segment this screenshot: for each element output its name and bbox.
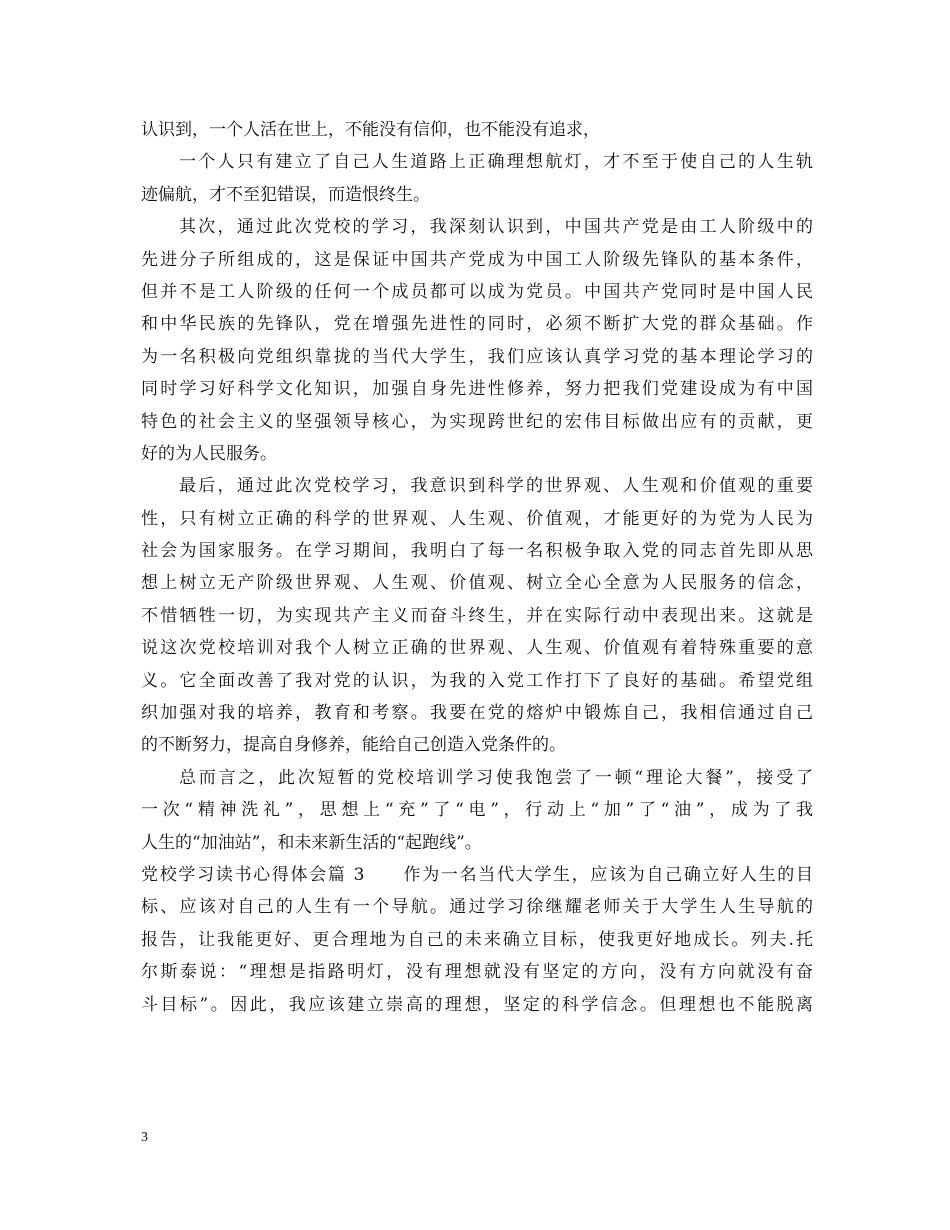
text-line: 报告，让我能更好、更合理地为自己的未来确立目标，使我更好地成长。列夫.托 <box>141 929 813 950</box>
text-line: 认识到，一个人活在世上，不能没有信仰，也不能没有追求， <box>141 120 600 140</box>
text-line: 义。它全面改善了我对党的认识，为我的入党工作打下了良好的基础。希望党组 <box>141 670 813 691</box>
text-line: 社会为国家服务。在学习期间，我明白了每一名积极争取入党的同志首先即从思 <box>141 541 813 562</box>
page-number: 3 <box>141 1130 148 1145</box>
text-line: 特色的社会主义的坚强领导核心，为实现跨世纪的宏伟目标做出应有的贡献，更 <box>141 411 813 432</box>
text-line: 先进分子所组成的，这是保证中国共产党成为中国工人阶级先锋队的基本条件， <box>141 249 813 270</box>
text-line: 织加强对我的培养，教育和考察。我要在党的熔炉中锻炼自己，我相信通过自己 <box>141 703 813 724</box>
text-line: 最后，通过此次党校学习，我意识到科学的世界观、人生观和价值观的重要 <box>179 476 813 497</box>
text-line: 尔斯泰说：“理想是指路明灯，没有理想就没有坚定的方向，没有方向就没有奋 <box>141 962 813 983</box>
text-line: 性，只有树立正确的科学的世界观、人生观、价值观，才能更好的为党为人民为 <box>141 508 813 529</box>
text-line: 和中华民族的先锋队，党在增强先进性的同时，必须不断扩大党的群众基础。作 <box>141 314 813 335</box>
text-line: 说这次党校培训对我个人树立正确的世界观、人生观、价值观有着特殊重要的意 <box>141 638 813 659</box>
text-line: 一个人只有建立了自己人生道路上正确理想航灯，才不至于使自己的人生轨 <box>179 152 813 173</box>
text-line: 同时学习好科学文化知识，加强自身先进性修养，努力把我们党建设成为有中国 <box>141 379 813 400</box>
text-line: 斗目标”。因此，我应该建立崇高的理想，坚定的科学信念。但理想也不能脱离 <box>141 994 813 1015</box>
text-line: 不惜牺牲一切，为实现共产主义而奋斗终生，并在实际行动中表现出来。这就是 <box>141 605 813 626</box>
document-body <box>141 114 813 1021</box>
text-line: 一次“精神洗礼”，思想上“充”了“电”，行动上“加”了“油”，成为了我 <box>141 800 813 821</box>
text-line: 总而言之，此次短暂的党校培训学习使我饱尝了一顿“理论大餐”，接受了 <box>179 767 813 788</box>
text-line: 好的为人民服务。 <box>141 443 277 464</box>
text-line: 但并不是工人阶级的任何一个成员都可以成为党员。中国共产党同时是中国人民 <box>141 281 813 302</box>
text-line: 想上树立无产阶级世界观、人生观、价值观、树立全心全意为人民服务的信念， <box>141 573 813 594</box>
text-line: 为一名积极向党组织靠拢的当代大学生，我们应该认真学习党的基本理论学习的 <box>141 346 813 367</box>
text-line: 其次，通过此次党校的学习，我深刻认识到，中国共产党是由工人阶级中的 <box>179 217 813 238</box>
text-line: 党校学习读书心得体会篇 3 作为一名当代大学生，应该为自己确立好人生的目 <box>141 864 813 885</box>
text-line: 的不断努力，提高自身修养，能给自己创造入党条件的。 <box>141 735 566 756</box>
text-line: 标、应该对自己的人生有一个导航。通过学习徐继耀老师关于大学生人生导航的 <box>141 897 813 918</box>
text-line: 人生的“加油站”，和未来新生活的“起跑线”。 <box>141 832 482 853</box>
text-line: 迹偏航，才不至犯错误，而造恨终生。 <box>141 184 430 205</box>
